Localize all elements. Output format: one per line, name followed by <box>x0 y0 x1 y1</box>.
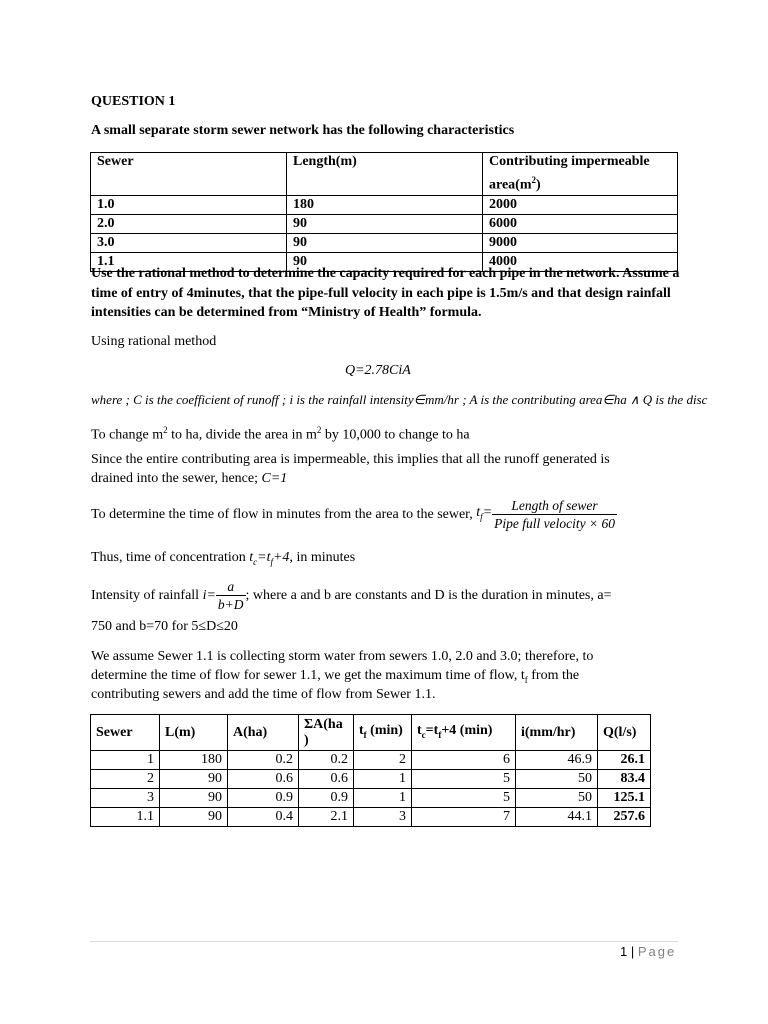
header-discharge: Q(l/s) <box>598 715 651 751</box>
cell-area: 4000 <box>483 252 678 271</box>
page-label: Page <box>637 944 677 959</box>
cell-area: 0.9 <box>228 789 299 808</box>
intro-text: A small separate storm sewer network has the following characteristics <box>91 123 515 138</box>
cell-tc: 7 <box>412 808 516 827</box>
header-length: L(m) <box>160 715 228 751</box>
table-row <box>91 789 651 808</box>
cell-sum-area: 2.1 <box>299 808 354 827</box>
cell-area: 6000 <box>483 214 678 233</box>
cell-sewer: 1 <box>91 751 160 770</box>
header-sum-area: ΣA(ha ) <box>299 715 354 751</box>
sewer-characteristics-table <box>90 152 678 272</box>
table-row <box>91 808 651 827</box>
intensity-fraction: $\frac{a}{b+D}$ <box>217 579 244 612</box>
table-row <box>91 751 651 770</box>
cell-sewer: 1.1 <box>91 252 287 271</box>
cell-tf: 1 <box>354 789 412 808</box>
header-area: Contributing impermeable $area(m^2)$ <box>483 153 678 196</box>
cell-discharge: 26.1 <box>598 751 651 770</box>
cell-area: 0.6 <box>228 770 299 789</box>
cell-length: 90 <box>160 808 228 827</box>
cell-area: 0.4 <box>228 808 299 827</box>
cell-length: 90 <box>287 252 483 271</box>
cell-sum-area: 0.6 <box>299 770 354 789</box>
task-description: Use the rational method to determine the capacity required for each pipe in the network. Assume a time of entry of 4minutes, that the pipe-full velocity in each pipe is 1.5m/s and that design rainfall intensities can be determined from “Ministry of Health” formula. <box>91 266 680 320</box>
header-sewer: Sewer <box>91 715 160 751</box>
header-time-of-flow: $t_f$ (min) <box>354 715 412 751</box>
results-table <box>90 714 651 827</box>
header-intensity: i(mm/hr) <box>516 715 598 751</box>
page-footer <box>620 944 676 959</box>
cell-sum-area: 0.9 <box>299 789 354 808</box>
cell-intensity: 50 <box>516 770 598 789</box>
unit-conversion-text: To change $m^2$ to ha, divide the area in $m^2$ by 10,000 to change to ha <box>91 425 470 443</box>
cell-area: 9000 <box>483 233 678 252</box>
cell-tf: 1 <box>354 770 412 789</box>
where-definition: where ; C is the coefficient of runoff ; i is the rainfall intensity∈mm/hr ; A is the contributing area∈ha ∧ Q is the disc <box>91 392 708 407</box>
cell-sewer: 2.0 <box>91 214 287 233</box>
cell-length: 90 <box>160 770 228 789</box>
intensity-text: Intensity of rainfall i= $\frac{a}{b+D}$ ; where a and b are constants and D is the duration in minutes, a= <box>91 579 612 612</box>
assumption-line3: contributing sewers and add the time of flow from Sewer 1.1. <box>91 687 436 702</box>
header-area: A(ha) <box>228 715 299 751</box>
cell-discharge: 257.6 <box>598 808 651 827</box>
cell-sewer: 1.1 <box>91 808 160 827</box>
time-of-concentration-text: Thus, time of concentration $t_c=t_f+4$, in minutes <box>91 550 356 567</box>
assumption-line1: We assume Sewer 1.1 is collecting storm water from sewers 1.0, 2.0 and 3.0; therefore, to <box>91 649 594 664</box>
cell-length: 90 <box>287 233 483 252</box>
cell-length: 180 <box>160 751 228 770</box>
cell-sewer: 2 <box>91 770 160 789</box>
cell-area: 0.2 <box>228 751 299 770</box>
table-header-row <box>91 153 678 196</box>
cell-sum-area: 0.2 <box>299 751 354 770</box>
assumption-line2: determine the time of flow for sewer 1.1, we get the maximum time of flow, $t_f$ from the <box>91 668 580 685</box>
table-header-row <box>91 715 651 751</box>
cell-intensity: 44.1 <box>516 808 598 827</box>
cell-discharge: 83.4 <box>598 770 651 789</box>
time-of-flow-fraction: $\frac{\text{Length of sewer}}{\text{Pipe full velocity × 60}}$ <box>494 498 615 531</box>
header-sewer: Sewer <box>91 153 287 196</box>
cell-discharge: 125.1 <box>598 789 651 808</box>
cell-tc: 5 <box>412 770 516 789</box>
footer-separator: | <box>630 944 635 959</box>
impermeable-text-line1: Since the entire contributing area is impermeable, this implies that all the runoff generated is <box>91 452 610 467</box>
cell-tf: 3 <box>354 808 412 827</box>
table-row <box>91 195 678 214</box>
page-number: 1 <box>620 944 628 959</box>
table-row <box>91 233 678 252</box>
cell-length: 180 <box>287 195 483 214</box>
cell-area: 2000 <box>483 195 678 214</box>
impermeable-text-line2: drained into the sewer, hence; C=1 <box>91 471 288 486</box>
cell-tc: 6 <box>412 751 516 770</box>
intensity-constants: 750 and b=70 for 5≤D≤20 <box>91 619 238 634</box>
cell-sewer: 3.0 <box>91 233 287 252</box>
cell-length: 90 <box>287 214 483 233</box>
cell-intensity: 46.9 <box>516 751 598 770</box>
cell-sewer: 1.0 <box>91 195 287 214</box>
cell-tc: 5 <box>412 789 516 808</box>
table-row <box>91 214 678 233</box>
cell-sewer: 3 <box>91 789 160 808</box>
using-rational-text: Using rational method <box>91 334 217 349</box>
header-time-of-concentration: $t_c=t_f+4$ (min) <box>412 715 516 751</box>
time-of-flow-text: To determine the time of flow in minutes from the area to the sewer, $t_f=$ $\frac{\text{Length of sewer}}{\text{Pipe full velocity × 60}}$ <box>91 498 615 531</box>
cell-length: 90 <box>160 789 228 808</box>
header-length: Length(m) <box>287 153 483 196</box>
cell-intensity: 50 <box>516 789 598 808</box>
question-title: QUESTION 1 <box>91 94 176 109</box>
rational-formula: Q=2.78CiA <box>345 363 411 378</box>
table-row <box>91 770 651 789</box>
footer-divider <box>90 941 678 942</box>
cell-tf: 2 <box>354 751 412 770</box>
